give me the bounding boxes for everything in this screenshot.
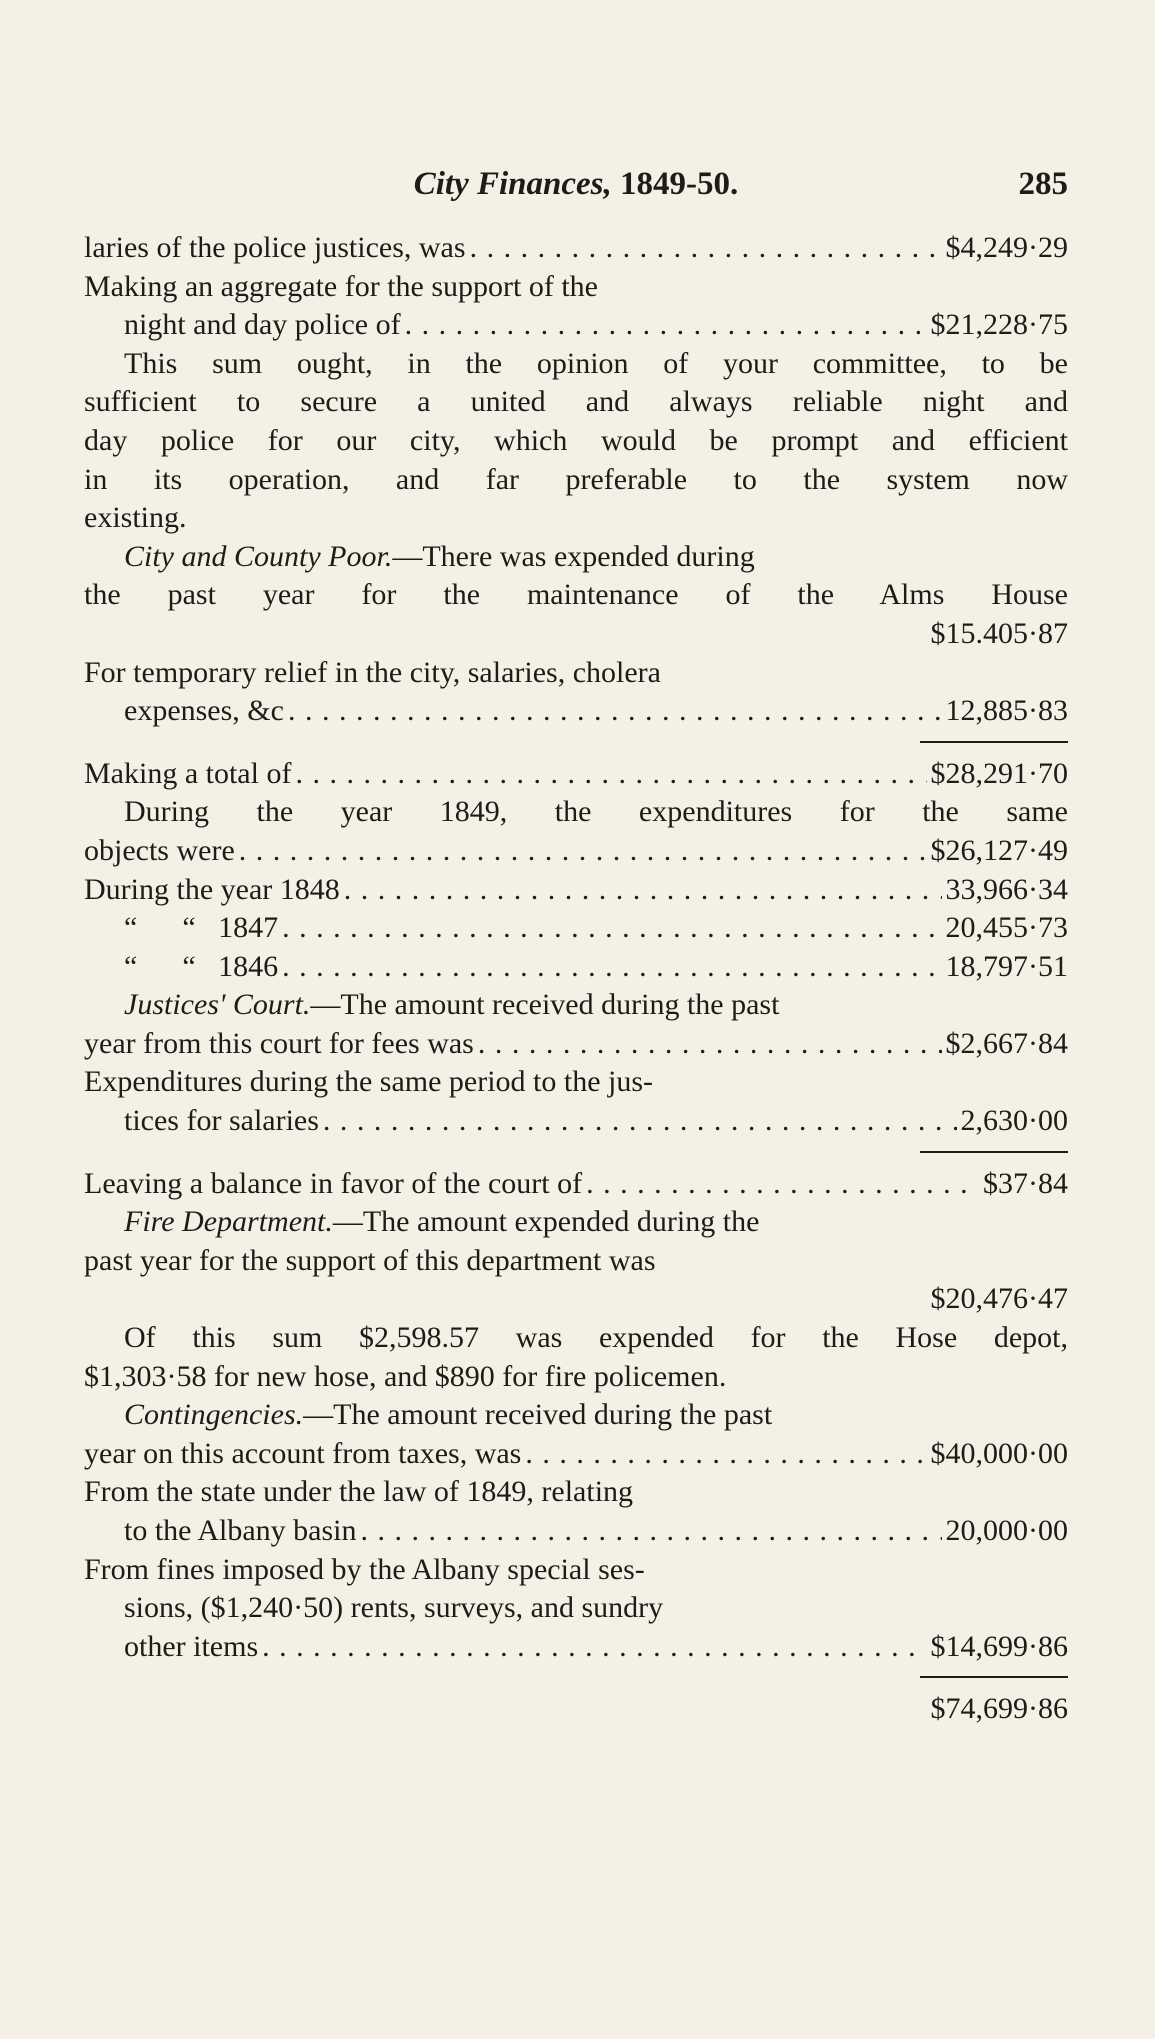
- amount: $40,000·00: [930, 1436, 1068, 1470]
- running-header: [84, 166, 1068, 206]
- amount: $21,228·75: [930, 308, 1068, 342]
- sum-rule: [84, 1141, 1068, 1165]
- text-line: tices for salaries . . . 2,630·00: [84, 1102, 1068, 1141]
- text-line: existing.: [84, 501, 187, 535]
- text-line: “ “ 1847 . . . 20,455·73: [84, 909, 1068, 948]
- text-line: Fire Department.—The amount expended during the: [124, 1205, 760, 1239]
- amount: $15.405·87: [930, 616, 1068, 650]
- text-line: laries of the police justices, was . . . $4,249·29: [84, 229, 1068, 268]
- text-line: Making an aggregate for the support of the: [84, 269, 598, 303]
- amount: $2,667·84: [945, 1026, 1068, 1060]
- text-line: Of this sum $2,598.57 was expended for the Hose depot,: [124, 1321, 1068, 1355]
- text-line: night and day police of . . . $21,228·75: [84, 306, 1068, 345]
- amount: $4,249·29: [945, 231, 1068, 264]
- text-line: Making a total of . . . $28,291·70: [84, 755, 1068, 794]
- text-line: day police for our city, which would be prompt and efficient: [84, 423, 1068, 457]
- text-line: Expenditures during the same period to the jus-: [84, 1065, 654, 1099]
- text-line: “ “ 1846 . . . 18,797·51: [84, 948, 1068, 987]
- text-line: year on this account from taxes, was . . . $40,000·00: [84, 1435, 1068, 1474]
- header-title: City Finances,: [413, 166, 612, 202]
- page-body: [84, 229, 1068, 1729]
- text-line: sufficient to secure a united and always reliable night and: [84, 385, 1068, 419]
- page-number: 285: [1018, 166, 1068, 202]
- amount: 20,455·73: [945, 911, 1068, 945]
- amount: $37·84: [983, 1166, 1068, 1200]
- text-line: $1,303·58 for new hose, and $890 for fire policemen.: [84, 1359, 727, 1393]
- text-line: in its operation, and far preferable to the system now: [84, 462, 1068, 496]
- text-line: For temporary relief in the city, salaries, cholera: [84, 655, 661, 689]
- amount: $20,476·47: [930, 1282, 1068, 1316]
- amount: 2,630·00: [960, 1104, 1068, 1138]
- section-heading: Fire Department.: [124, 1205, 333, 1239]
- amount: 20,000·00: [945, 1514, 1068, 1547]
- amount: $28,291·70: [930, 756, 1068, 790]
- amount: 18,797·51: [945, 949, 1068, 983]
- text-line: to the Albany basin . . . 20,000·00: [84, 1512, 1068, 1551]
- section-heading: Justices' Court.: [124, 988, 311, 1022]
- text-line: Justices' Court.—The amount received during the past: [124, 988, 780, 1022]
- text-line: During the year 1849, the expenditures for the same: [124, 795, 1068, 829]
- text-line: year from this court for fees was . . . $2,667·84: [84, 1025, 1068, 1064]
- section-heading: Contingencies.: [124, 1398, 304, 1432]
- text-line: From fines imposed by the Albany special ses-: [84, 1552, 645, 1586]
- header-years: 1849-50.: [620, 166, 739, 202]
- text-line: other items . . . $14,699·86: [84, 1628, 1068, 1667]
- text-line: From the state under the law of 1849, relating: [84, 1475, 634, 1509]
- text-line: Contingencies.—The amount received during the past: [124, 1398, 773, 1432]
- sum-rule: [84, 1666, 1068, 1690]
- text-line: sions, ($1,240·50) rents, surveys, and sundry: [124, 1591, 664, 1625]
- amount: $26,127·49: [930, 833, 1068, 867]
- text-line: the past year for the maintenance of the Alms House: [84, 578, 1068, 612]
- sum-rule: [84, 731, 1068, 755]
- text-line: Leaving a balance in favor of the court of . . . $37·84: [84, 1165, 1068, 1204]
- grand-total: $74,699·86: [930, 1692, 1068, 1726]
- text-line: This sum ought, in the opinion of your committee, to be: [124, 346, 1068, 380]
- text-line: objects were . . . $26,127·49: [84, 832, 1068, 871]
- text-line: expenses, &c . . . 12,885·83: [84, 692, 1068, 731]
- text-line: City and County Poor.—There was expended during: [124, 539, 755, 573]
- amount: 12,885·83: [945, 694, 1068, 728]
- section-heading: City and County Poor.: [124, 539, 393, 573]
- amount: 33,966·34: [945, 872, 1068, 906]
- amount: $14,699·86: [930, 1629, 1068, 1663]
- text-line: past year for the support of this department was: [84, 1243, 656, 1277]
- text-line: During the year 1848 . . . 33,966·34: [84, 871, 1068, 910]
